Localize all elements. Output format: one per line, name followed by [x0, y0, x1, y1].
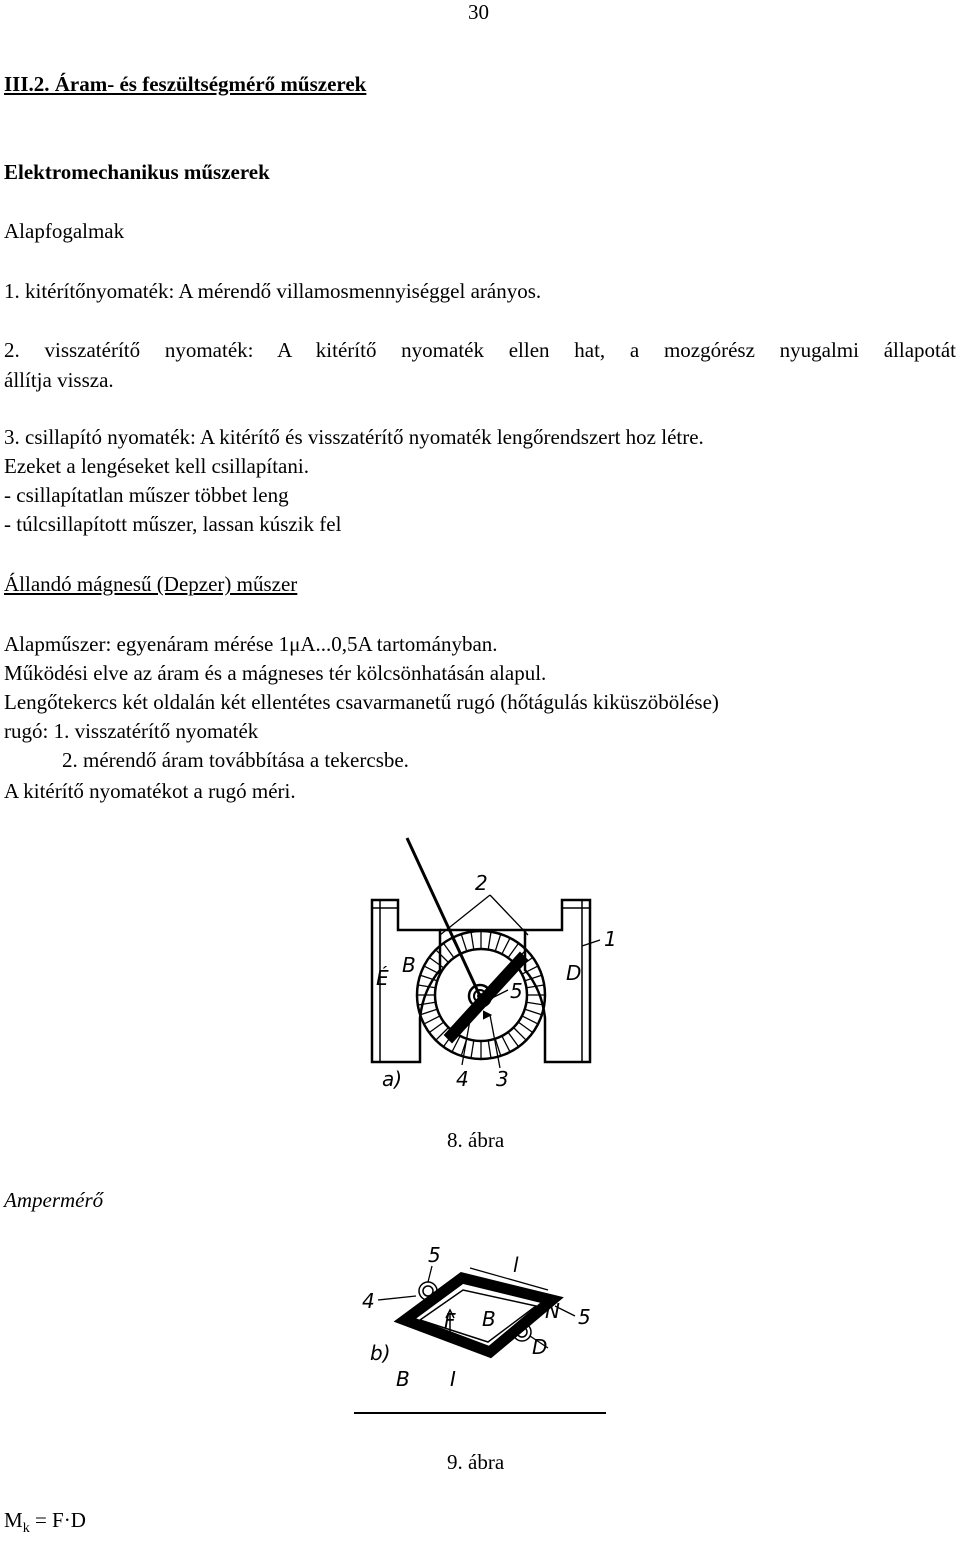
body-line: Lengőtekercs két oldalán két ellentétes csavarmanetű rugó (hőtágulás kiküszöbölése) [4, 690, 719, 714]
fig8-label-2: 2 [475, 871, 488, 895]
formula-rest: = F·D [29, 1508, 86, 1532]
fig8-label-4: 4 [456, 1067, 469, 1091]
body-line: rugó: 1. visszatérítő nyomaték [4, 719, 259, 743]
section-title: III.2. Áram- és feszültségmérő műszerek [4, 72, 367, 96]
permanent-magnet-heading: Állandó mágnesű (Depzer) műszer [4, 572, 298, 596]
fig8-label-3: 3 [496, 1067, 509, 1091]
definition-line: 3. csillapító nyomaték: A kitérítő és visszatérítő nyomaték lengőrendszert hoz létre. [4, 425, 704, 449]
formula-symbol: M [4, 1508, 23, 1532]
fig9-label-5-top: 5 [428, 1243, 441, 1267]
fig9-label-b-bottom: B [396, 1367, 410, 1391]
body-line: Működési elve az áram és a mágneses tér kölcsönhatásán alapul. [4, 661, 547, 685]
fig8-label-e: É [376, 966, 389, 990]
fig8-label-b: B [402, 953, 416, 977]
subsection-title: Elektromechanikus műszerek [4, 160, 270, 184]
fig9-label-d: D [532, 1335, 548, 1359]
figure-8-caption: 8. ábra [447, 1128, 505, 1152]
fig9-label-b-part: b) [370, 1341, 391, 1365]
definition-line: - túlcsillapított műszer, lassan kúszik fel [4, 512, 342, 536]
definition-line: Ezeket a lengéseket kell csillapítani. [4, 454, 309, 478]
page-number: 30 [468, 0, 489, 24]
fig9-label-n: N [545, 1299, 560, 1323]
definition-line: 2. visszatérítő nyomaték: A kitérítő nyomaték ellen hat, a mozgórész nyugalmi állapotát [4, 338, 956, 362]
definition-line: - csillapítatlan műszer többet leng [4, 483, 289, 507]
fig9-label-i: I [450, 1367, 456, 1391]
body-line: A kitérítő nyomatékot a rugó méri. [4, 779, 296, 803]
fig9-label-l: l [513, 1253, 519, 1277]
fig9-label-5-right: 5 [578, 1305, 591, 1329]
fig9-label-f: F [444, 1309, 456, 1333]
ammeter-heading: Ampermérő [4, 1188, 104, 1212]
torque-formula [4, 1508, 86, 1541]
formula-subscript: k [22, 1521, 30, 1537]
fig8-label-a: a) [382, 1067, 403, 1091]
body-line: 2. mérendő áram továbbítása a tekercsbe. [62, 748, 409, 772]
fig9-label-4: 4 [362, 1289, 375, 1313]
definition-line: állítja vissza. [4, 368, 114, 392]
fig9-label-b-vector: B [482, 1307, 496, 1331]
definition-line: 1. kitérítőnyomaték: A mérendő villamosmennyiséggel arányos. [4, 279, 542, 303]
fig8-label-1: 1 [604, 927, 617, 951]
body-line: Alapműszer: egyenáram mérése 1μA...0,5A tartományban. [4, 632, 498, 656]
fig8-label-d: D [566, 961, 582, 985]
basics-heading: Alapfogalmak [4, 219, 125, 243]
fig8-label-5: 5 [510, 979, 523, 1003]
figure-9-caption: 9. ábra [447, 1450, 505, 1474]
